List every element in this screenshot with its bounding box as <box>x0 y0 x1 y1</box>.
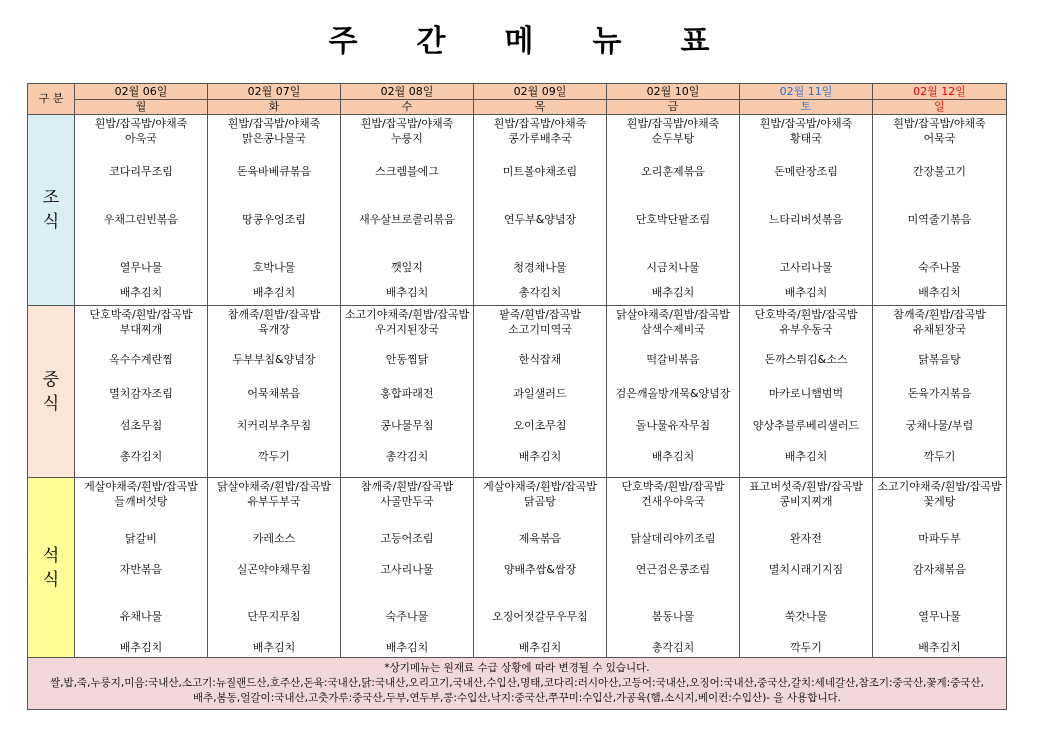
menu-item: 카레소스 <box>252 532 296 545</box>
menu-item-list <box>607 116 739 300</box>
menu-item: 땅콩우엉조림 <box>242 213 306 226</box>
menu-item: 깍두기 <box>790 641 822 654</box>
menu-item: 흰밥/잡곡밥/야채죽 <box>360 117 454 130</box>
menu-item: 돈육바베큐볶음 <box>236 165 312 178</box>
weekday-header: 목 <box>474 100 607 115</box>
menu-item: 떡갈비볶음 <box>646 353 700 366</box>
weekday-header-saturday: 토 <box>740 100 873 115</box>
weekday-header-sunday: 일 <box>873 100 1007 115</box>
menu-item: 닭살야채죽/흰밥/잡곡밥 <box>616 308 730 321</box>
menu-item: 흰밥/잡곡밥/야채죽 <box>626 117 720 130</box>
dinner-menu-cell <box>341 478 474 658</box>
menu-item: 고등어조림 <box>380 532 434 545</box>
menu-item: 배추김치 <box>119 286 163 299</box>
menu-item-list <box>208 116 340 300</box>
menu-item: 연근검은콩조림 <box>635 563 711 576</box>
menu-item: 닭곰탕 <box>524 495 556 508</box>
menu-item: 순두부탕 <box>651 132 695 145</box>
title-char: 뉴 <box>592 24 624 59</box>
menu-item-list <box>474 307 606 464</box>
meal-label-char: 식 <box>42 212 60 232</box>
footer-notice <box>28 658 1007 710</box>
menu-item: 배추김치 <box>784 450 828 463</box>
menu-item: 간장불고기 <box>912 165 967 178</box>
menu-item: 배추김치 <box>252 286 296 299</box>
menu-item: 열무나물 <box>918 610 961 623</box>
category-label: 구 분 <box>28 84 75 115</box>
menu-item: 시금치나물 <box>646 261 700 274</box>
footer-line: 배추,봄동,얼갈이:국내산,고춧가루:중국산,두부,연두부,콩:수입산,낙지:중국산,쭈꾸미:수입산,가공육(햄,소시지,베이컨:수입산)- 을 사용합니다. <box>193 692 841 704</box>
menu-item: 한식잡채 <box>518 353 562 366</box>
menu-item: 미트볼야채조림 <box>502 165 578 178</box>
menu-item: 배추김치 <box>385 641 429 654</box>
menu-item: 맑은콩나물국 <box>242 132 306 145</box>
menu-item: 흰밥/잡곡밥/야채죽 <box>227 117 321 130</box>
menu-item: 삼색수제비국 <box>641 323 705 336</box>
menu-item: 연두부&양념장 <box>503 213 577 226</box>
menu-item: 총각김치 <box>651 641 695 654</box>
date-header-saturday: 02월 11일 <box>740 84 873 100</box>
menu-item-list <box>873 116 1006 300</box>
menu-item: 콩나물무침 <box>380 419 434 432</box>
menu-item: 소고기야채죽/흰밥/잡곡밥 <box>344 308 470 321</box>
menu-item: 봄동나물 <box>651 610 695 623</box>
menu-item: 단호박단팥조림 <box>635 213 711 226</box>
lunch-menu-cell <box>208 306 341 478</box>
menu-item-list <box>75 479 207 655</box>
breakfast-menu-cell <box>75 115 208 306</box>
menu-item: 숙주나물 <box>385 610 429 623</box>
menu-item: 참깨죽/흰밥/잡곡밥 <box>360 480 454 493</box>
menu-item: 부대찌개 <box>119 323 163 336</box>
menu-item: 청경채나물 <box>513 261 567 274</box>
menu-item: 돈메란장조림 <box>774 165 838 178</box>
menu-item: 닭갈비 <box>125 532 157 545</box>
menu-item: 배추김치 <box>651 286 695 299</box>
menu-item: 배추김치 <box>784 286 828 299</box>
breakfast-menu-cell <box>740 115 873 306</box>
menu-item: 어묵국 <box>923 132 956 145</box>
menu-item: 유부두부국 <box>247 495 301 508</box>
dinner-menu-cell <box>474 478 607 658</box>
menu-item: 배추김치 <box>119 641 163 654</box>
lunch-menu-cell <box>873 306 1007 478</box>
menu-item: 흰밥/잡곡밥/야채죽 <box>493 117 587 130</box>
menu-item: 배추김치 <box>385 286 429 299</box>
menu-item: 배추김치 <box>518 641 562 654</box>
meal-label-char: 식 <box>42 569 60 590</box>
date-header: 02월 09일 <box>474 84 607 100</box>
menu-item: 참깨죽/흰밥/잡곡밥 <box>227 308 321 321</box>
footer-row <box>28 658 1007 710</box>
menu-item: 건새우아욱국 <box>641 495 705 508</box>
menu-item: 옥수수계란찜 <box>109 353 173 366</box>
weekday-header: 화 <box>208 100 341 115</box>
menu-item: 양상추블루베리샐러드 <box>752 419 860 432</box>
menu-item: 유부우동국 <box>779 323 833 336</box>
menu-item: 두부부침&양념장 <box>232 353 316 366</box>
menu-item: 닭볶음탕 <box>918 353 961 366</box>
title-char: 주 <box>328 24 360 59</box>
menu-item: 느타리버섯볶음 <box>768 213 844 226</box>
menu-item-list <box>341 479 473 655</box>
menu-item: 검은깨올방개묵&양념장 <box>615 387 731 400</box>
meal-label-char: 식 <box>42 393 60 414</box>
menu-item: 어묵채볶음 <box>247 387 301 400</box>
menu-item: 닭살야채죽/흰밥/잡곡밥 <box>217 480 331 493</box>
dinner-row <box>28 478 1007 658</box>
menu-item: 배추김치 <box>252 641 296 654</box>
lunch-label <box>28 306 75 478</box>
menu-item: 표고버섯죽/흰밥/잡곡밥 <box>749 480 863 493</box>
menu-item-list <box>75 307 207 464</box>
menu-item: 총각김치 <box>119 450 163 463</box>
meal-label-char: 석 <box>42 545 60 566</box>
menu-item: 숙주나물 <box>918 261 961 274</box>
breakfast-menu-cell <box>474 115 607 306</box>
menu-item: 꽃게탕 <box>923 495 956 508</box>
breakfast-menu-cell <box>873 115 1007 306</box>
meal-label-char: 중 <box>42 369 60 390</box>
menu-item: 섬초무침 <box>119 419 163 432</box>
menu-item-list <box>341 116 473 300</box>
date-row <box>28 84 1007 100</box>
menu-item: 마카로니햄범벅 <box>768 387 844 400</box>
lunch-menu-cell <box>607 306 740 478</box>
menu-item: 쑥갓나물 <box>784 610 828 623</box>
weekday-header: 금 <box>607 100 740 115</box>
menu-item: 오리훈제볶음 <box>641 165 705 178</box>
menu-item: 게살야채죽/흰밥/잡곡밥 <box>483 480 597 493</box>
menu-item: 깍두기 <box>258 450 290 463</box>
breakfast-label <box>28 115 75 306</box>
menu-item: 멸치감자조림 <box>109 387 173 400</box>
weekday-header: 월 <box>75 100 208 115</box>
menu-item: 사골만두국 <box>380 495 434 508</box>
menu-item: 제육볶음 <box>518 532 562 545</box>
dinner-menu-cell <box>607 478 740 658</box>
menu-item: 배추김치 <box>918 286 961 299</box>
menu-item: 단호박죽/흰밥/잡곡밥 <box>89 308 193 321</box>
title-char: 표 <box>680 24 712 59</box>
menu-item: 돈까스튀김&소스 <box>764 353 848 366</box>
menu-item: 유채나물 <box>119 610 163 623</box>
dinner-label <box>28 478 75 658</box>
menu-item-list <box>607 479 739 655</box>
menu-item-list <box>607 307 739 464</box>
menu-item: 마파두부 <box>918 532 961 545</box>
menu-item: 유채된장국 <box>912 323 967 336</box>
lunch-menu-cell <box>740 306 873 478</box>
menu-item: 고사리나물 <box>779 261 833 274</box>
menu-item-list <box>341 307 473 464</box>
menu-item: 코다리무조림 <box>109 165 173 178</box>
menu-item: 소고기야채죽/흰밥/잡곡밥 <box>877 480 1002 493</box>
menu-item-list <box>740 307 872 464</box>
menu-item: 오이초무침 <box>513 419 567 432</box>
breakfast-menu-cell <box>607 115 740 306</box>
page-title <box>0 16 1040 60</box>
lunch-menu-cell <box>474 306 607 478</box>
menu-item-list <box>474 479 606 655</box>
breakfast-menu-cell <box>341 115 474 306</box>
menu-item-list <box>873 479 1006 655</box>
menu-item: 스크렘블에그 <box>375 165 439 178</box>
menu-item: 돈육가지볶음 <box>907 387 972 400</box>
menu-item: 궁채나물/부럼 <box>905 419 974 432</box>
menu-item: 고사리나물 <box>380 563 434 576</box>
menu-item-list <box>208 307 340 464</box>
menu-item: 육개장 <box>258 323 290 336</box>
menu-item-list <box>208 479 340 655</box>
menu-item: 흰밥/잡곡밥/야채죽 <box>893 117 986 130</box>
lunch-menu-cell <box>75 306 208 478</box>
menu-item: 열무나물 <box>119 261 163 274</box>
menu-item: 들깨버섯탕 <box>114 495 168 508</box>
menu-item-list <box>740 116 872 300</box>
dinner-menu-cell <box>208 478 341 658</box>
menu-item: 총각김치 <box>518 286 562 299</box>
menu-item: 소고기미역국 <box>508 323 572 336</box>
menu-item: 단호박죽/흰밥/잡곡밥 <box>621 480 725 493</box>
meal-label-char: 조 <box>42 188 60 208</box>
weekday-row <box>28 100 1007 115</box>
menu-item: 팥죽/흰밥/잡곡밥 <box>499 308 581 321</box>
menu-item: 깻잎지 <box>391 261 423 274</box>
menu-item: 깍두기 <box>923 450 956 463</box>
menu-item: 닭살데리야끼조림 <box>630 532 716 545</box>
menu-item: 새우살브로콜리볶음 <box>359 213 455 226</box>
breakfast-row <box>28 115 1007 306</box>
menu-item: 과일샐러드 <box>513 387 567 400</box>
menu-item: 안동찜닭 <box>385 353 429 366</box>
menu-item-list <box>740 479 872 655</box>
menu-item: 누룽지 <box>391 132 423 145</box>
date-header: 02월 08일 <box>341 84 474 100</box>
weekly-menu-table <box>27 83 1007 710</box>
menu-item: 콩가루배추국 <box>508 132 572 145</box>
menu-item: 아욱국 <box>125 132 157 145</box>
title-char: 간 <box>416 24 448 59</box>
menu-item: 총각김치 <box>385 450 429 463</box>
menu-item: 치커리부추무침 <box>236 419 312 432</box>
menu-item: 콩비지찌개 <box>779 495 833 508</box>
menu-item: 배추김치 <box>651 450 695 463</box>
menu-item: 황태국 <box>790 132 822 145</box>
menu-item: 단호박죽/흰밥/잡곡밥 <box>754 308 858 321</box>
menu-item: 우채그린빈볶음 <box>103 213 179 226</box>
menu-item: 배추김치 <box>518 450 562 463</box>
menu-item: 양배추쌈&쌈장 <box>503 563 577 576</box>
date-header: 02월 07일 <box>208 84 341 100</box>
menu-item: 자반볶음 <box>119 563 163 576</box>
weekday-header: 수 <box>341 100 474 115</box>
date-header: 02월 06일 <box>75 84 208 100</box>
menu-item-list <box>75 116 207 300</box>
lunch-menu-cell <box>341 306 474 478</box>
menu-item-list <box>873 307 1006 464</box>
menu-item: 완자전 <box>790 532 822 545</box>
date-header: 02월 10일 <box>607 84 740 100</box>
date-header-sunday: 02월 12일 <box>873 84 1007 100</box>
dinner-menu-cell <box>873 478 1007 658</box>
menu-item: 멸치시래기지짐 <box>768 563 844 576</box>
dinner-menu-cell <box>740 478 873 658</box>
menu-item: 홍합파래전 <box>380 387 434 400</box>
menu-item: 우거지된장국 <box>375 323 439 336</box>
dinner-menu-cell <box>75 478 208 658</box>
footer-line: 쌀,밥,죽,누룽지,미음:국내산,소고기:뉴질랜드산,호주산,돈육:국내산,닭:국내산,오리고기,국내산,수입산,명태,코다리:러시아산,고등어:국내산,오징어:국내산,중국산,갈치:세네갈산,참조기:중국산,꽃게:중국산, <box>50 677 984 689</box>
menu-item: 단무지무침 <box>247 610 301 623</box>
menu-item: 돌나물유자무침 <box>635 419 711 432</box>
menu-item: 참깨죽/흰밥/잡곡밥 <box>893 308 986 321</box>
menu-item: 호박나물 <box>252 261 296 274</box>
menu-item-list <box>474 116 606 300</box>
menu-item: 실곤약야채무침 <box>236 563 312 576</box>
footer-line: *상기메뉴는 원재료 수급 상황에 따라 변경될 수 있습니다. <box>384 662 650 674</box>
menu-item: 게살야채죽/흰밥/잡곡밥 <box>84 480 198 493</box>
menu-item: 흰밥/잡곡밥/야채죽 <box>759 117 853 130</box>
menu-item: 미역줄기볶음 <box>907 213 972 226</box>
title-char: 메 <box>504 24 536 59</box>
menu-item: 오징어젓갈무우무침 <box>492 610 588 623</box>
menu-item: 감자채볶음 <box>912 563 967 576</box>
lunch-row <box>28 306 1007 478</box>
breakfast-menu-cell <box>208 115 341 306</box>
menu-item: 흰밥/잡곡밥/야채죽 <box>94 117 188 130</box>
menu-item: 배추김치 <box>918 641 961 654</box>
